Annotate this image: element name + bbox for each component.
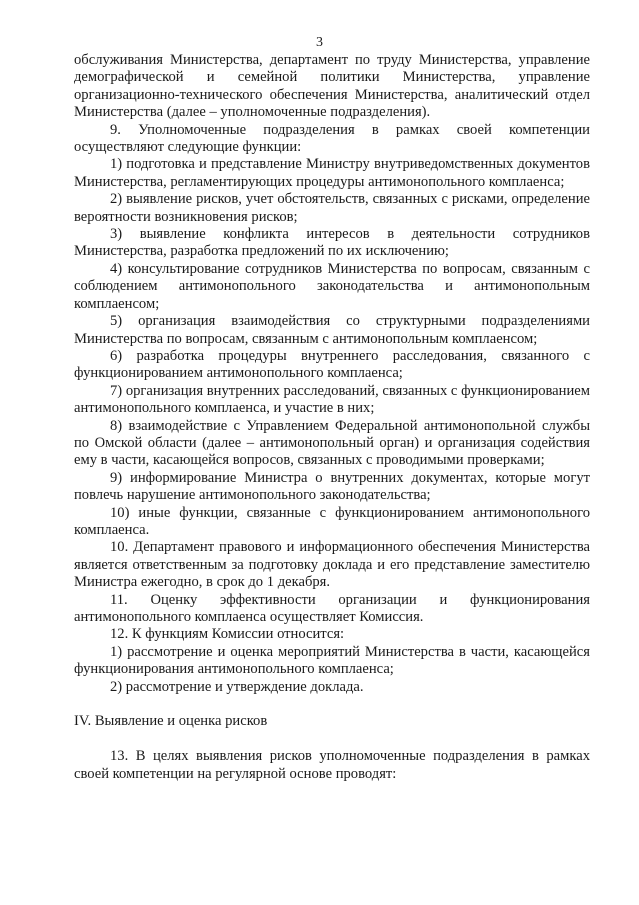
list-item-7: 7) организация внутренних расследований, связанных с функционированием антимонопольного комплаенса, и участие в них; — [74, 382, 590, 417]
list-item-5: 5) организация взаимодействия со структурными подразделениями Министерства по вопросам, связанным с антимонопольным комплаенсом; — [74, 313, 590, 347]
list-item-6: 6) разработка процедуры внутреннего расследования, связанного с функционированием антимонопольного комплаенса; — [74, 347, 590, 382]
paragraph-item-12: 12. К функциям Комиссии относится: — [110, 626, 345, 643]
list-item-10: 10) иные функции, связанные с функционированием антимонопольного комплаенса. — [74, 504, 590, 538]
document-body — [74, 52, 590, 783]
commission-function-1: 1) рассмотрение и оценка мероприятий Министерства в части, касающейся функционирования антимонопольного комплаенса; — [74, 643, 590, 678]
section-heading: IV. Выявление и оценка рисков — [74, 713, 268, 730]
list-item-2: 2) выявление рисков, учет обстоятельств, связанных с рисками, определение вероятности возникновения рисков; — [74, 191, 590, 225]
paragraph-item-9: 9. Уполномоченные подразделения в рамках своей компетенции осуществляют следующие функции: — [74, 121, 590, 156]
list-item-4: 4) консультирование сотрудников Министерства по вопросам, связанным с соблюдением антимонопольного законодательства и антимонопольным комплаенсом; — [74, 260, 590, 312]
paragraph-item-10: 10. Департамент правового и информационного обеспечения Министерства является ответственным за подготовку доклада и его представление заместителю Министра ежегодно, в срок до 1 декабря. — [74, 539, 590, 591]
list-item-8: 8) взаимодействие с Управлением Федеральной антимонопольной службы по Омской области (далее – антимонопольный орган) и организация содействия ему в части, касающейся вопросов, связанных с проводимыми проверками; — [74, 417, 590, 469]
list-item-1: 1) подготовка и представление Министру внутриведомственных документов Министерства, регламентирующих процедуры антимонопольного комплаенса; — [74, 156, 590, 190]
list-item-9: 9) информирование Министра о внутренних документах, которые могут повлечь нарушение антимонопольного законодательства; — [74, 469, 590, 504]
paragraph-item-13: 13. В целях выявления рисков уполномоченные подразделения в рамках своей компетенции на регулярной основе проводят: — [74, 748, 590, 782]
list-item-3: 3) выявление конфликта интересов в деятельности сотрудников Министерства, разработка предложений по их исключению; — [74, 226, 590, 260]
paragraph-item-11: 11. Оценку эффективности организации и функционирования антимонопольного комплаенса осуществляет Комиссия. — [74, 591, 590, 625]
page-number: 3 — [316, 35, 323, 50]
paragraph-continuation: обслуживания Министерства, департамент по труду Министерства, управление демографической и семейной политики Министерства, управление организационно-технического обеспечения Министерства, аналитический отдел Министерства (далее – уполномоченные подразделения). — [74, 52, 590, 121]
commission-function-2: 2) рассмотрение и утверждение доклада. — [110, 678, 364, 695]
